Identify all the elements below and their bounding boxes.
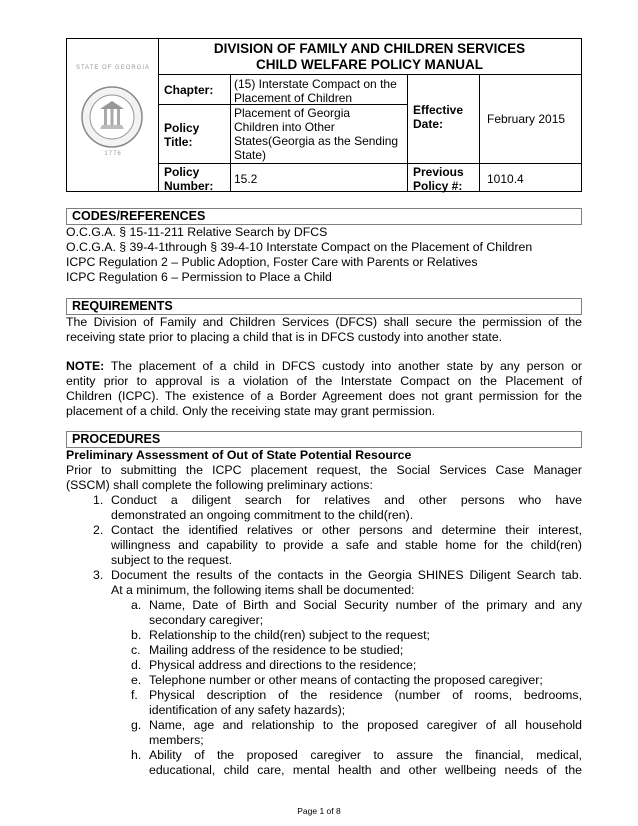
note-line: Children (ICPC). The existence of a Border Agreement does not grant permission for the <box>66 389 582 403</box>
requirements-text-line: receiving state prior to placing a child that is in DFCS custody into another state. <box>66 330 503 344</box>
requirements-heading: REQUIREMENTS <box>66 298 582 315</box>
seal-text: STATE OF GEORGIA <box>75 65 151 71</box>
note-line: placement of a child. Only the receiving state may grant permission. <box>66 404 436 418</box>
subitem-letter: b. <box>131 628 142 642</box>
seal-year: 1776 <box>104 151 122 157</box>
chapter-value: (15) Interstate Compact on the Placement of Children <box>234 77 397 105</box>
subitem-letter: a. <box>131 598 142 612</box>
effective-date-value: February 2015 <box>487 112 566 126</box>
subitem-text-line: Ability of the proposed caregiver to assure the financial, medical, <box>149 748 582 762</box>
subitem-text-line: members; <box>149 733 204 747</box>
step-text-line: willingness and capability to provide a safe and stable home for the child(ren) <box>111 538 582 552</box>
grid-line <box>230 75 231 191</box>
step-text-line: At a minimum, the following items shall be documented: <box>111 583 415 597</box>
procedures-intro-line: (SSCM) shall complete the following preliminary actions: <box>66 478 373 492</box>
grid-line <box>479 75 480 191</box>
previous-policy-value: 1010.4 <box>487 172 524 186</box>
subitem-text-line: Relationship to the child(ren) subject to the request; <box>149 628 430 642</box>
step-text-line: Conduct a diligent search for relatives and other persons who have <box>111 493 582 507</box>
subitem-text-line: Name, age and relationship to the proposed caregiver of all household <box>149 718 582 732</box>
code-reference-item: ICPC Regulation 2 – Public Adoption, Foster Care with Parents or Relatives <box>66 255 478 269</box>
title-line-2: CHILD WELFARE POLICY MANUAL <box>256 57 483 72</box>
title-line-1: DIVISION OF FAMILY AND CHILDREN SERVICES <box>213 41 526 56</box>
step-number: 2. <box>93 523 104 537</box>
step-text-line: Contact the identified relatives or other persons and determine their interest, <box>111 523 582 537</box>
manual-title <box>158 39 581 75</box>
subitem-text-line: educational, child care, mental health and other wellbeing needs of the <box>149 763 582 777</box>
seal-cell <box>67 39 159 191</box>
note-line: NOTE: The placement of a child in DFCS custody into another state by any person or <box>66 359 582 373</box>
step-text-line: demonstrated an ongoing commitment to the child(ren). <box>111 508 414 522</box>
policy-title-value: Placement of Georgia Children into Other States(Georgia as the Sending State) <box>234 106 399 162</box>
subitem-text-line: Physical address and directions to the residence; <box>149 658 417 672</box>
procedures-intro-line: Prior to submitting the ICPC placement request, the Social Services Case Manager <box>66 463 582 477</box>
note-line: entity prior to approval is a violation of the Interstate Compact on the Placement of <box>66 374 582 388</box>
subitem-text-line: identification of any safety hazards); <box>149 703 346 717</box>
subitem-text-line: Name, Date of Birth and Social Security number of the primary and any <box>149 598 582 612</box>
subitem-letter: e. <box>131 673 142 687</box>
step-number: 1. <box>93 493 104 507</box>
procedures-subheading: Preliminary Assessment of Out of State Potential Resource <box>66 448 412 462</box>
code-reference-item: ICPC Regulation 6 – Permission to Place a Child <box>66 270 332 284</box>
previous-policy-label: Previous Policy #: <box>413 165 464 193</box>
step-number: 3. <box>93 568 104 582</box>
effective-date-label: Effective Date: <box>413 103 464 131</box>
policy-header-table <box>66 38 582 192</box>
subitem-text-line: Telephone number or other means of contacting the proposed caregiver; <box>149 673 543 687</box>
procedures-heading: PROCEDURES <box>66 431 582 448</box>
chapter-label: Chapter: <box>164 83 214 97</box>
policy-title-label: Policy Title: <box>164 121 200 149</box>
subitem-letter: c. <box>131 643 141 657</box>
grid-line <box>158 163 581 164</box>
subitem-text-line: secondary caregiver; <box>149 613 264 627</box>
subitem-letter: g. <box>131 718 142 732</box>
requirements-text-line: The Division of Family and Children Services (DFCS) shall secure the permission of the <box>66 315 582 329</box>
note-label: NOTE: <box>66 359 105 373</box>
policy-number-value: 15.2 <box>234 172 258 186</box>
page-number: Page 1 of 8 <box>297 806 341 816</box>
subitem-letter: h. <box>131 748 142 762</box>
code-reference-item: O.C.G.A. § 15-11-211 Relative Search by DFCS <box>66 225 328 239</box>
subitem-letter: f. <box>131 688 138 702</box>
step-text-line: Document the results of the contacts in the Georgia SHINES Diligent Search tab. <box>111 568 582 582</box>
subitem-text-line: Physical description of the residence (number of rooms, bedrooms, <box>149 688 582 702</box>
subitem-text-line: Mailing address of the residence to be studied; <box>149 643 404 657</box>
subitem-letter: d. <box>131 658 142 672</box>
code-reference-item: O.C.G.A. § 39-4-1through § 39-4-10 Interstate Compact on the Placement of Children <box>66 240 533 254</box>
step-text-line: subject to the request. <box>111 553 232 567</box>
grid-line <box>407 75 408 191</box>
policy-number-label: Policy Number: <box>164 165 214 193</box>
codes-references-heading: CODES/REFERENCES <box>66 208 582 225</box>
georgia-seal-icon <box>80 85 144 149</box>
